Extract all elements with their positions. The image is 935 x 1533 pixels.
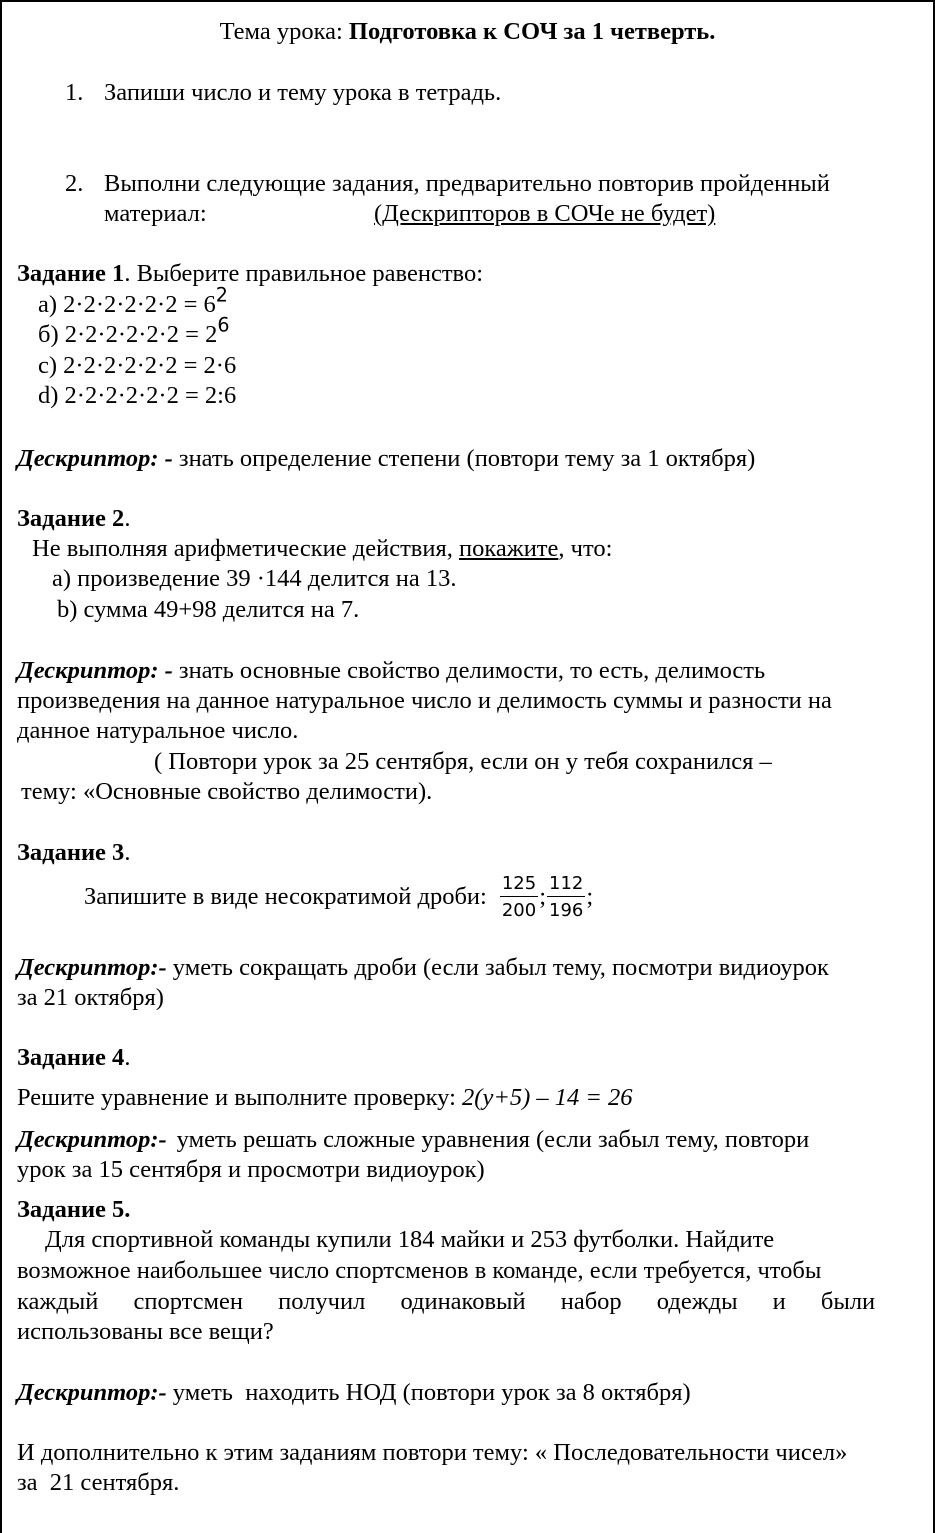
footer-line-2: за 21 сентября. xyxy=(17,1469,180,1496)
intro-underlined: покажите xyxy=(459,535,559,562)
intro-text-end: , что: xyxy=(558,535,613,562)
task-2-label: Задание 2 xyxy=(17,505,125,532)
task-1-label: Задание 1 xyxy=(17,260,125,287)
task-5-text: Для спортивной команды купили 184 майки и 253 футболки. Найдите xyxy=(45,1226,775,1253)
step-2-line-1 xyxy=(104,169,918,199)
fraction-denominator: 196 xyxy=(549,900,584,921)
descriptor-text: уметь находить НОД (повтори урок за 8 октября) xyxy=(166,1379,691,1406)
task-3-dot: . xyxy=(124,839,131,866)
footer-line-1: И дополнительно к этим заданиям повтори тему: « Последовательности чисел» xyxy=(17,1439,848,1466)
option-expression: 2·2·2·2·2·2 = 2 xyxy=(64,321,218,348)
option-exponent: 6 xyxy=(217,313,230,337)
task-2-heading xyxy=(17,504,130,534)
task-4-equation: 2(y+5) – 14 = 26 xyxy=(462,1084,633,1111)
task-2-descriptor-line-2: произведения на данное натуральное число и делимость суммы и разности на xyxy=(17,687,832,714)
task-1-option-b xyxy=(38,313,230,350)
descriptor-label: Дескриптор:- xyxy=(17,1126,167,1153)
task-4-instruction: Решите уравнение и выполните проверку: xyxy=(17,1084,463,1111)
step-2-note: (Дескрипторов в СОЧе не будет) xyxy=(374,200,716,227)
lesson-topic xyxy=(2,17,933,47)
descriptor-label: Дескриптор: - xyxy=(17,445,173,472)
task-4-heading xyxy=(17,1043,130,1073)
task-2-item-a: а) произведение 39 ·144 делится на 13. xyxy=(52,565,457,592)
task-5-line-1 xyxy=(45,1225,890,1255)
task-2-descriptor-line-3: данное натуральное число. xyxy=(17,717,299,744)
task-1-option-d xyxy=(38,381,236,411)
task-1-question: . Выберите правильное равенство: xyxy=(124,260,483,287)
step-2-text: Выполни следующие задания, предварительно повторив пройденный xyxy=(104,170,830,197)
separator: ; xyxy=(539,883,547,910)
task-4-dot: . xyxy=(124,1044,131,1071)
task-2-repeat-line-1: ( Повтори урок за 25 сентября, если он у тебя сохранился – xyxy=(154,748,772,775)
descriptor-text: знать определение степени (повтори тему за 1 октября) xyxy=(172,445,756,472)
fraction-numerator: 112 xyxy=(547,873,585,897)
fraction-1 xyxy=(500,873,538,921)
topic-title: Подготовка к СОЧ за 1 четверть. xyxy=(348,18,716,45)
option-letter: б) xyxy=(38,321,59,348)
topic-label: Тема урока: xyxy=(219,18,343,45)
option-expression: 2·2·2·2·2·2 = 2:6 xyxy=(64,382,237,409)
option-letter: с) xyxy=(38,352,58,379)
task-4-label: Задание 4 xyxy=(17,1044,125,1071)
task-2-dot: . xyxy=(124,505,131,532)
step-2-line-2: материал: xyxy=(104,200,207,227)
task-5-label: Задание 5. xyxy=(17,1196,131,1223)
option-expression: 2·2·2·2·2·2 = 6 xyxy=(63,291,216,318)
task-2-repeat-line-2: тему: «Основные свойство делимости). xyxy=(21,778,433,805)
option-letter: а) xyxy=(38,291,58,318)
task-1-option-a xyxy=(38,283,228,320)
fraction-numerator: 125 xyxy=(500,873,538,897)
option-letter: d) xyxy=(38,382,59,409)
fraction-2 xyxy=(547,873,585,921)
option-expression: 2·2·2·2·2·2 = 2·6 xyxy=(63,352,237,379)
task-4-descriptor-line-1 xyxy=(17,1125,918,1155)
task-5-line-3: каждый спортсмен получил одинаковый набор одежды и были xyxy=(17,1288,876,1315)
step-1-number: 1. xyxy=(65,79,84,106)
task-2-descriptor-line-1 xyxy=(17,656,765,686)
task-4-descriptor-line-2: урок за 15 сентября и просмотри видиоурок) xyxy=(17,1156,485,1183)
task-1-option-c xyxy=(38,351,236,381)
task-3-descriptor-line-1 xyxy=(17,953,829,983)
task-5-line-4: использованы все вещи? xyxy=(17,1318,274,1345)
task-2-intro xyxy=(32,534,612,564)
descriptor-text: знать основные свойство делимости, то есть, делимость xyxy=(172,657,766,684)
descriptor-text: уметь сокращать дроби (если забыл тему, посмотри видиоурок xyxy=(166,954,829,981)
task-1-descriptor xyxy=(17,444,755,474)
step-2-number: 2. xyxy=(65,170,84,197)
descriptor-label: Дескриптор:- xyxy=(17,954,167,981)
descriptor-label: Дескриптор: - xyxy=(17,657,173,684)
task-5-descriptor xyxy=(17,1378,691,1408)
task-3-label: Задание 3 xyxy=(17,839,125,866)
fraction-denominator: 200 xyxy=(501,900,537,921)
task-1-heading xyxy=(17,259,483,289)
separator: ; xyxy=(586,883,594,910)
descriptor-text: уметь решать сложные уравнения (если забыл тему, повтори xyxy=(176,1126,810,1153)
step-1-text: Запиши число и тему урока в тетрадь. xyxy=(104,79,502,106)
task-3-text-row xyxy=(84,868,593,926)
task-3-text: Запишите в виде несократимой дроби: xyxy=(84,883,487,910)
task-5-line-2: возможное наибольшее число спортсменов в команде, если требуется, чтобы xyxy=(17,1257,822,1284)
task-4-text xyxy=(17,1083,633,1113)
descriptor-label: Дескриптор:- xyxy=(17,1379,167,1406)
task-2-item-b: b) сумма 49+98 делится на 7. xyxy=(57,596,360,623)
option-exponent: 2 xyxy=(215,283,228,307)
intro-text: Не выполняя арифметические действия, xyxy=(32,535,459,562)
task-3-heading xyxy=(17,838,130,868)
task-3-descriptor-line-2: за 21 октября) xyxy=(17,984,164,1011)
